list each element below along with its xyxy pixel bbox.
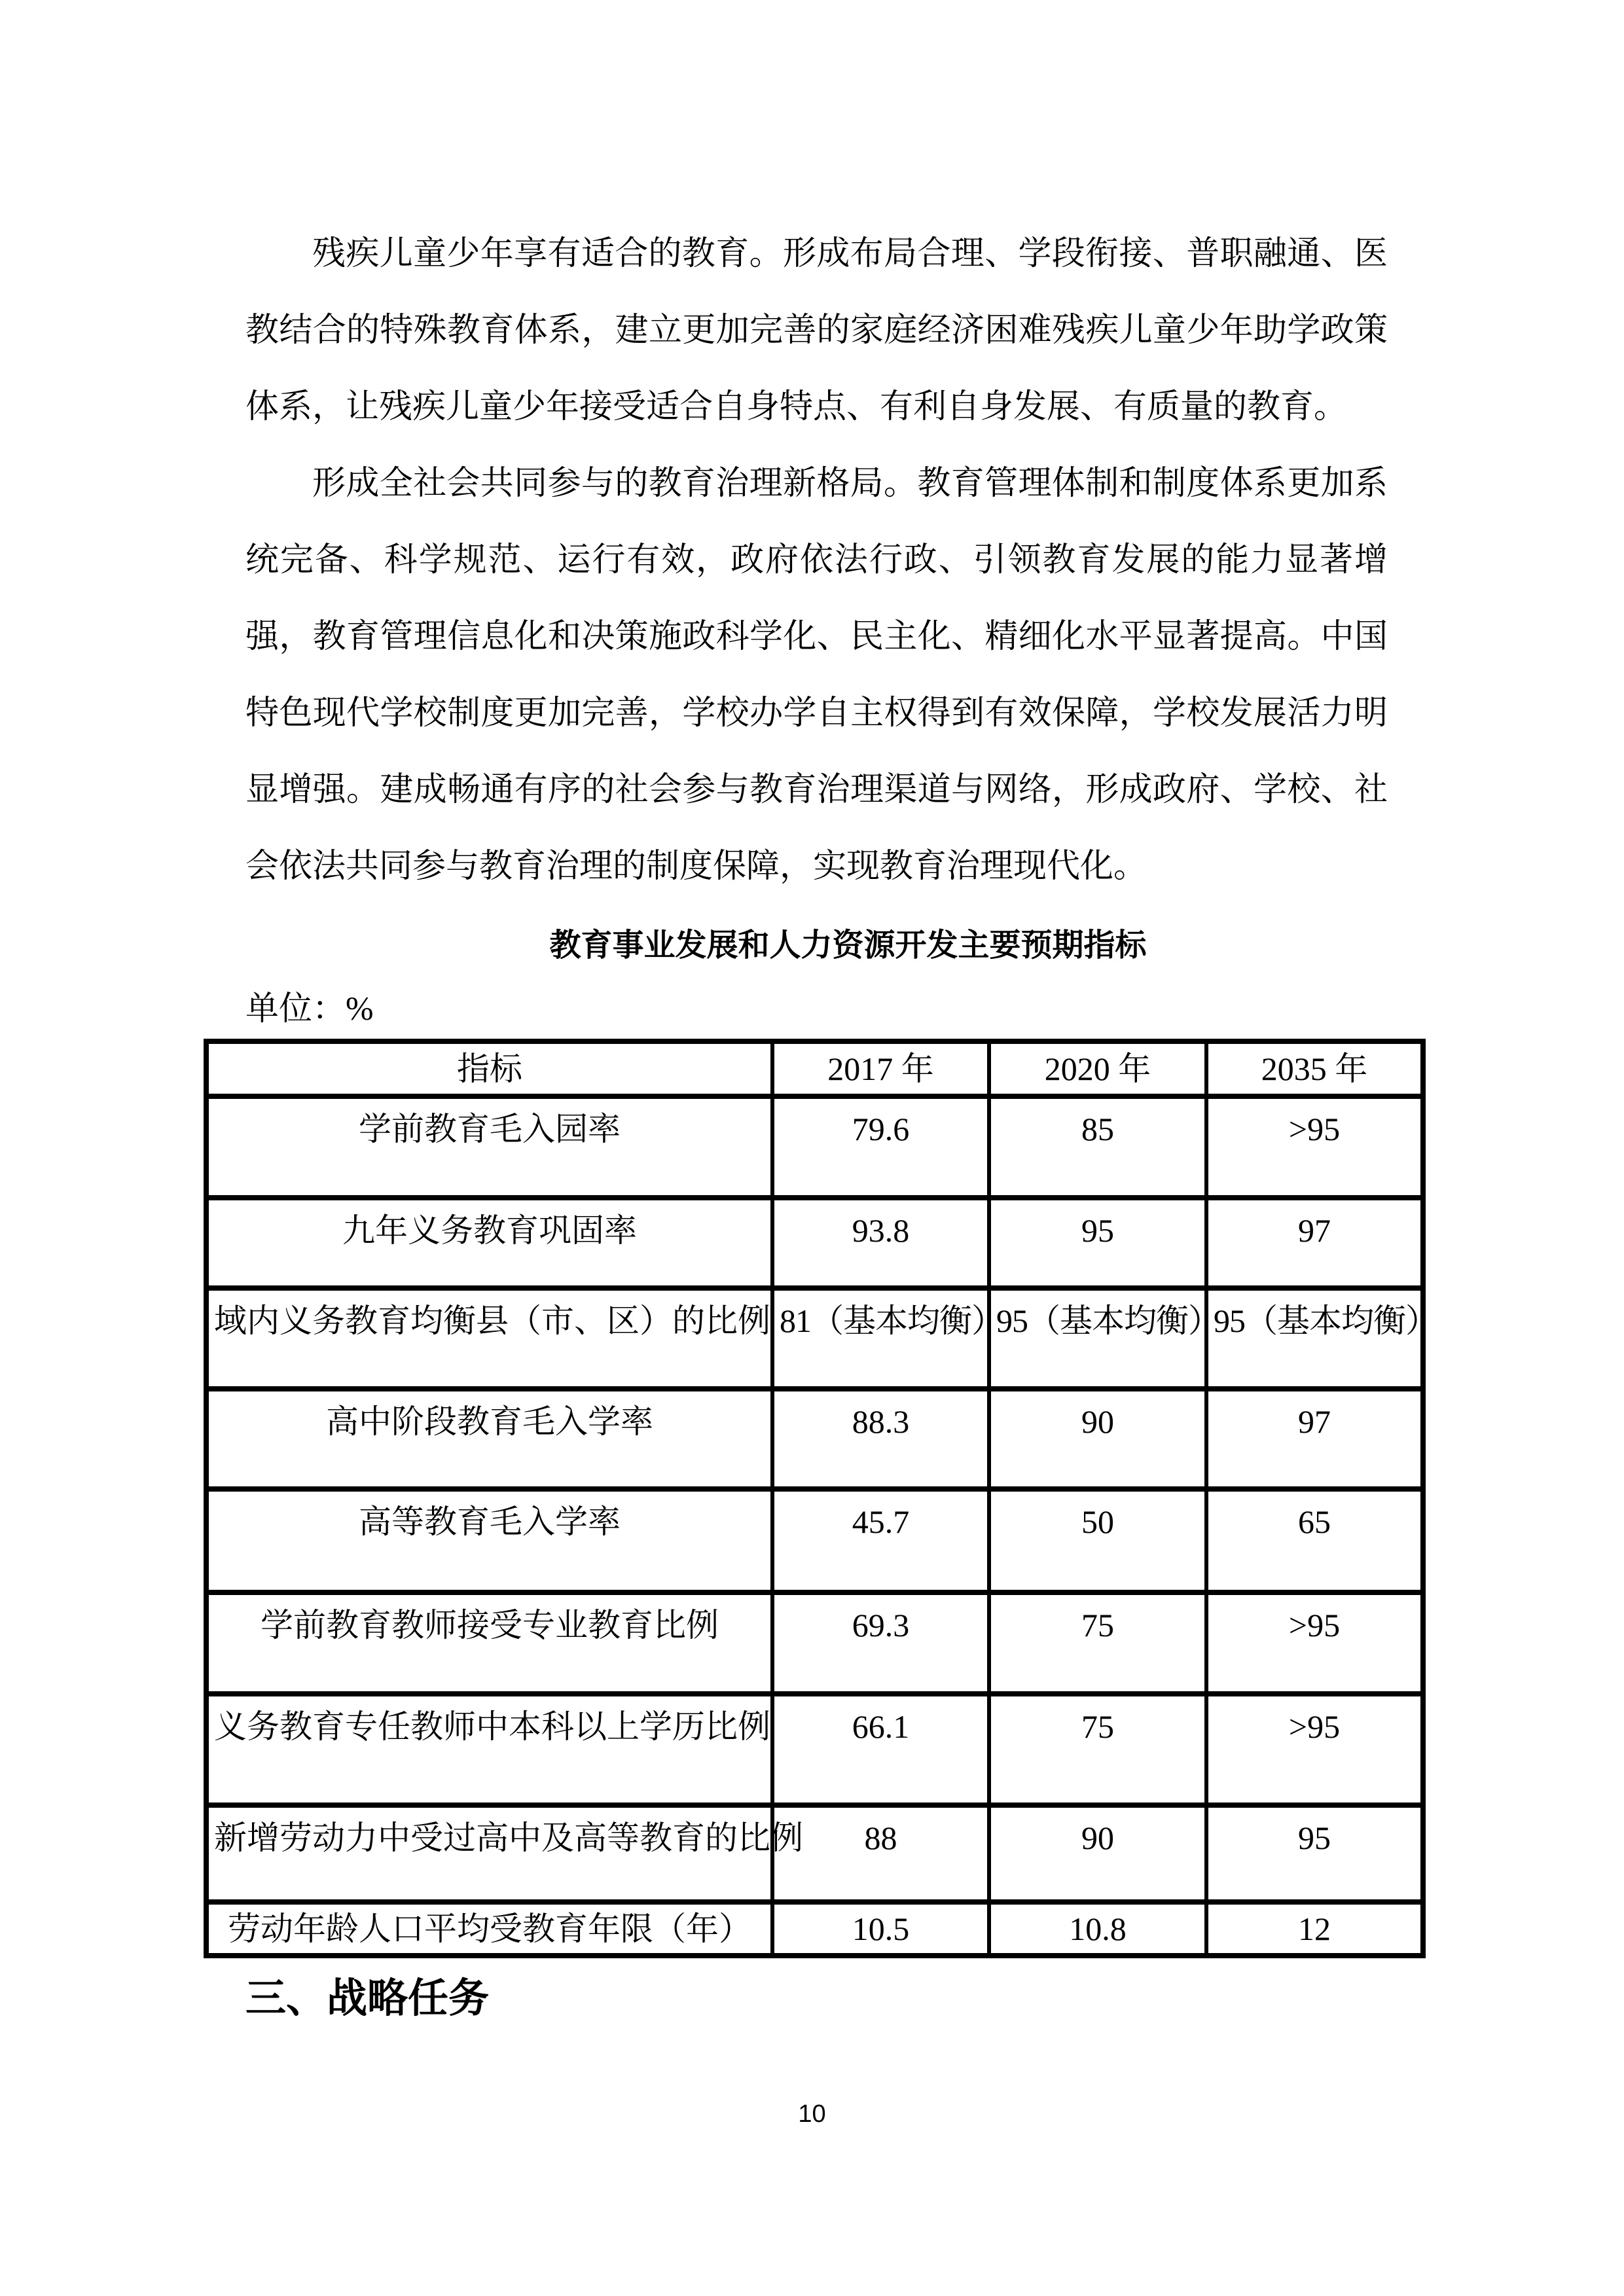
table-row <box>206 1902 1423 1956</box>
table-row <box>206 1805 1423 1902</box>
value-cell-2017: 79.6 <box>772 1096 989 1198</box>
paragraph-special-education: 残疾儿童少年享有适合的教育。形成布局合理、学段衔接、普职融通、医教结合的特殊教育体系，建立更加完善的家庭经济困难残疾儿童少年助学政策体系，让残疾儿童少年接受适合自身特点、有利自身发展、有质量的教育。 <box>245 236 1388 425</box>
indicator-cell: 学前教育毛入园率 <box>206 1096 772 1198</box>
value-cell-2035: 12 <box>1206 1902 1423 1956</box>
table-unit-label: 单位：% <box>245 991 374 1028</box>
indicator-cell: 劳动年龄人口平均受教育年限（年） <box>206 1902 772 1956</box>
value-cell-2035: 65 <box>1206 1489 1423 1592</box>
value-cell-2017: 88 <box>772 1805 989 1902</box>
indicator-cell: 学前教育教师接受专业教育比例 <box>206 1592 772 1694</box>
value-cell-2017: 81（基本均衡） <box>772 1288 989 1389</box>
value-cell-2035: 97 <box>1206 1198 1423 1288</box>
value-cell-2017: 69.3 <box>772 1592 989 1694</box>
value-cell-2020: 75 <box>989 1592 1206 1694</box>
table-row <box>206 1198 1423 1288</box>
table-row <box>206 1489 1423 1592</box>
value-cell-2020: 75 <box>989 1694 1206 1805</box>
value-cell-2035: 95 <box>1206 1805 1423 1902</box>
table-row <box>206 1288 1423 1389</box>
value-cell-2017: 93.8 <box>772 1198 989 1288</box>
value-cell-2035: 95（基本均衡） <box>1206 1288 1423 1389</box>
header-2035: 2035 年 <box>1206 1041 1423 1096</box>
header-2020: 2020 年 <box>989 1041 1206 1096</box>
value-cell-2017: 66.1 <box>772 1694 989 1805</box>
value-cell-2017: 88.3 <box>772 1389 989 1489</box>
value-cell-2035: >95 <box>1206 1592 1423 1694</box>
table-row <box>206 1096 1423 1198</box>
indicator-cell: 九年义务教育巩固率 <box>206 1198 772 1288</box>
value-cell-2020: 90 <box>989 1805 1206 1902</box>
value-cell-2017: 45.7 <box>772 1489 989 1592</box>
value-cell-2020: 50 <box>989 1489 1206 1592</box>
value-cell-2035: 97 <box>1206 1389 1423 1489</box>
indicator-cell: 新增劳动力中受过高中及高等教育的比例 <box>206 1805 772 1902</box>
page-number: 10 <box>798 2100 826 2128</box>
indicator-cell: 义务教育专任教师中本科以上学历比例 <box>206 1694 772 1805</box>
value-cell-2020: 95（基本均衡） <box>989 1288 1206 1389</box>
indicator-cell: 高中阶段教育毛入学率 <box>206 1389 772 1489</box>
section-heading: 三、战略任务 <box>245 1977 490 2021</box>
value-cell-2020: 90 <box>989 1389 1206 1489</box>
indicator-cell: 高等教育毛入学率 <box>206 1489 772 1592</box>
table-row <box>206 1389 1423 1489</box>
header-2017: 2017 年 <box>772 1041 989 1096</box>
value-cell-2020: 95 <box>989 1198 1206 1288</box>
value-cell-2035: >95 <box>1206 1096 1423 1198</box>
value-cell-2020: 10.8 <box>989 1902 1206 1956</box>
value-cell-2020: 85 <box>989 1096 1206 1198</box>
value-cell-2035: >95 <box>1206 1694 1423 1805</box>
body-text <box>245 216 1388 905</box>
table-row <box>206 1592 1423 1694</box>
table-row <box>206 1694 1423 1805</box>
header-indicator: 指标 <box>206 1041 772 1096</box>
table-title: 教育事业发展和人力资源开发主要预期指标 <box>549 928 1147 963</box>
value-cell-2017: 10.5 <box>772 1902 989 1956</box>
indicators-table <box>204 1039 1437 1958</box>
table-header-row <box>206 1041 1423 1096</box>
paragraph-education-governance: 形成全社会共同参与的教育治理新格局。教育管理体制和制度体系更加系统完备、科学规范、运行有效，政府依法行政、引领教育发展的能力显著增强，教育管理信息化和决策施政科学化、民主化、精细化水平显著提高。中国特色现代学校制度更加完善，学校办学自主权得到有效保障，学校发展活力明显增强。建成畅通有序的社会参与教育治理渠道与网络，形成政府、学校、社会依法共同参与教育治理的制度保障，实现教育治理现代化。 <box>245 465 1388 885</box>
indicator-cell: 域内义务教育均衡县（市、区）的比例 <box>206 1288 772 1389</box>
